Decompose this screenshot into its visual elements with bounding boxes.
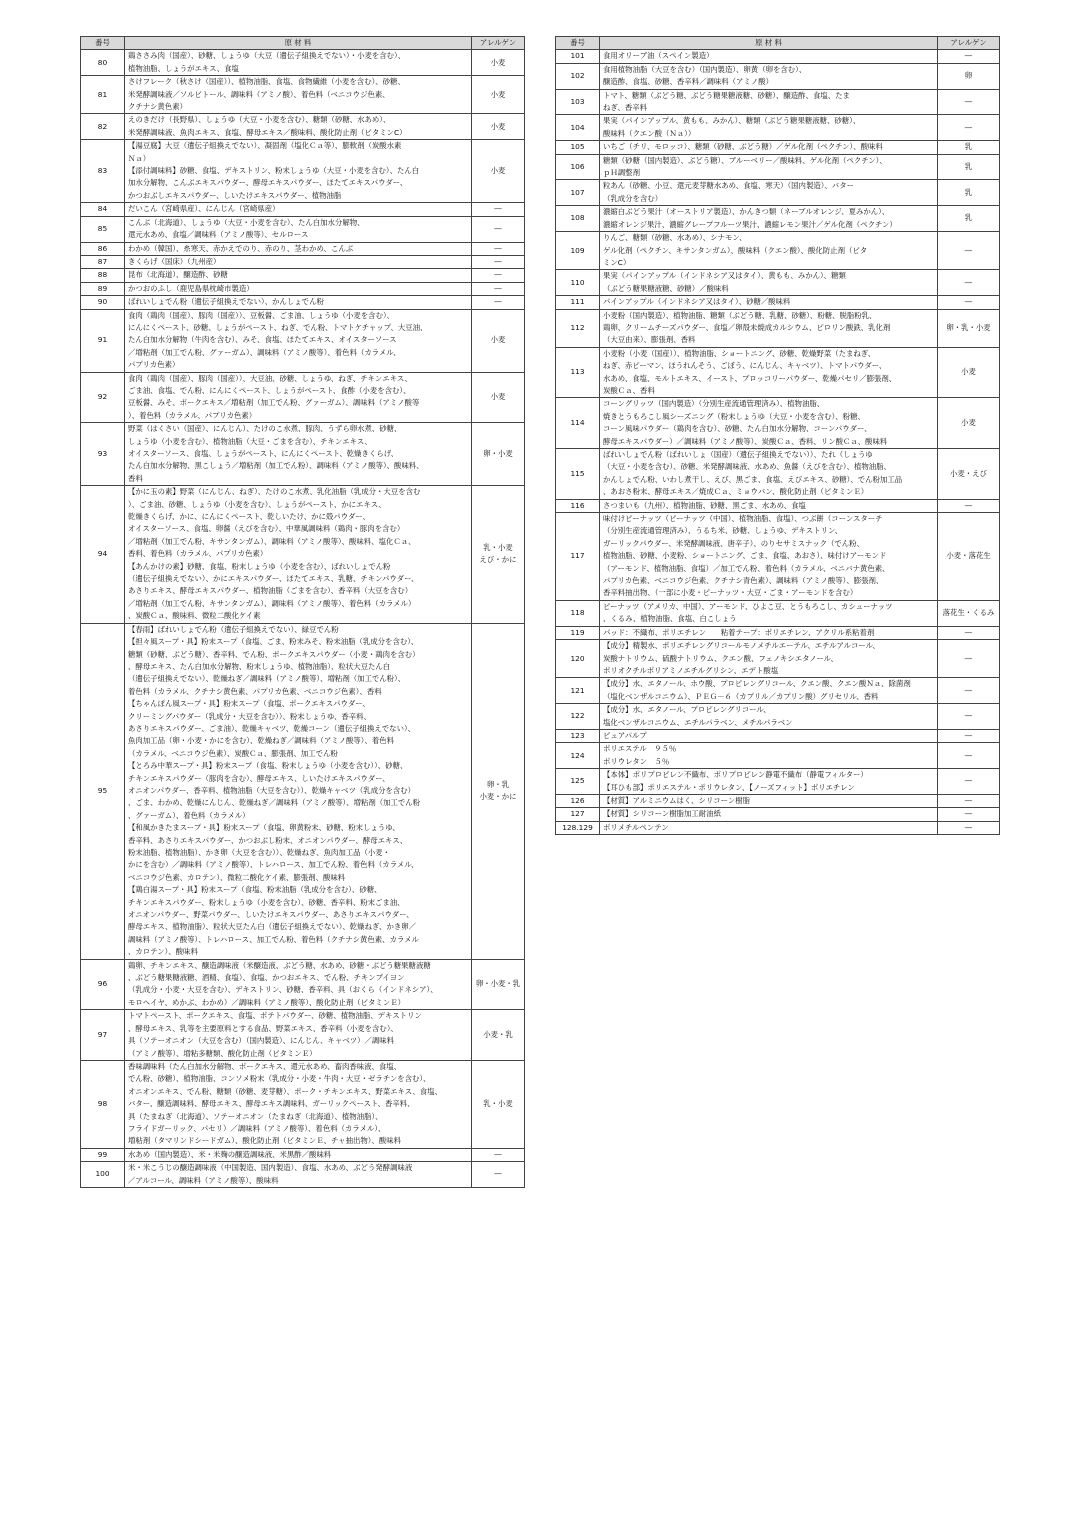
item-materials: パインアップル（インドネシア又はタイ）、砂糖／酸味料 (600, 296, 938, 309)
item-materials: 鶏卵、チキンエキス、醸造調味液（米醸造液、ぶどう糖、水あめ、砂糖・ぶどう糖果糖液糖 、ぶどう糖果糖液糖、酒精、食塩）、食塩、かつおエキス、でん粉、チキンブイヨン （乳成分・小麦・大豆を含む）、デキストリン、砂糖、香辛料、具（おくら（インドネシア）、 モロヘイヤ、めかぶ、わかめ）／調味料（アミノ酸等）、酸化防止剤（ビタミンＥ） (125, 959, 472, 1010)
item-number: 113 (556, 347, 600, 398)
item-materials: りんご、糖類（砂糖、水あめ）、シナモン、 ゲル化剤（ペクチン、キサンタンガム）、酸味料（クエン酸）、酸化防止剤（ビタ ミンC） (600, 232, 938, 270)
item-allergen: ― (938, 626, 1000, 639)
item-materials: 香味調味料（たん白加水分解物、ポークエキス、還元水あめ、畜肉香味液、食塩、 でん粉、砂糖）、植物油脂、コンソメ粉末（乳成分・小麦・牛肉・大豆・ゼラチンを含む）、 オニオンエキス、でん粉、糖類（砂糖、麦芽糖）、ポーク・チキンエキス、野菜エキス、食塩、 バター、醸造調味料、酵母エキス、酵母エキス調味料、ガーリックペースト、香辛料、 具（たまねぎ（北海道）、ソテーオニオン（たまねぎ（北海道）、植物油脂）、 フライドガーリック、パセリ）／調味料（アミノ酸等）、着色料（カラメル）、 増粘剤（タマリンドシードガム）、酸化防止剤（ビタミンＥ、チャ抽出物）、酸味料 (125, 1060, 472, 1148)
item-materials: ピーナッツ（アメリカ、中国）、アーモンド、ひよこ豆、とうもろこし、カシューナッツ 、くるみ、植物油脂、食塩、白こしょう (600, 600, 938, 626)
item-materials: 果実（パインアップル（インドネシア又はタイ）、黄もも、みかん）、糖類 （ぶどう糖果糖液糖、砂糖）／酸味料 (600, 270, 938, 296)
item-materials: ピュアパルプ (600, 729, 938, 742)
item-materials: かつおのふし（鹿児島県枕崎市製造） (125, 282, 472, 295)
item-materials: だいこん（宮崎県産）、にんじん（宮崎県産） (125, 203, 472, 216)
item-number: 83 (81, 140, 125, 203)
item-number: 112 (556, 309, 600, 347)
item-allergen: ― (938, 640, 1000, 678)
item-allergen: ― (938, 296, 1000, 309)
item-allergen: ― (472, 216, 525, 242)
item-allergen: ― (938, 704, 1000, 730)
item-materials: 食肉（鶏肉（国産）、豚肉（国産））、大豆油、砂糖、しょうゆ、ねぎ、チキンエキス、 ごま油、食塩、でん粉、にんにくペースト、しょうがペースト、食酢（小麦を含む）、 豆板醤、みそ、ポークエキス／増粘剤（加工でん粉、グァーガム）、調味料（アミノ酸等 ）、着色料（カラメル、パプリカ色素） (125, 372, 472, 423)
item-number: 108 (556, 206, 600, 232)
item-allergen: ― (472, 242, 525, 255)
item-materials: さけフレーク（秋さけ（国産））、植物油脂、食塩、食物繊維（小麦を含む）、砂糖、 米発酵調味液／ソルビトール、調味料（アミノ酸）、着色料（ベニコウジ色素、 クチナシ黄色素） (125, 76, 472, 114)
item-allergen: 乳 (938, 206, 1000, 232)
table-row (556, 600, 1000, 626)
item-materials: コーングリッツ（国内製造）（分別生産流通管理済み）、植物油脂、 焼きとうもろこし風シーズニング（粉末しょうゆ（大豆・小麦を含む）、粉糖、 コーン風味パウダー（鶏肉を含む）、砂糖、たん白加水分解物、コーンパウダー、 酵母エキスパウダー）／調味料（アミノ酸等）、炭酸Ｃａ、香料、リン酸Ｃａ、酸味料 (600, 398, 938, 449)
table-row (81, 623, 525, 959)
item-allergen: ― (938, 769, 1000, 795)
item-allergen: 小麦 (938, 398, 1000, 449)
item-number: 92 (81, 372, 125, 423)
table-row (556, 769, 1000, 795)
table-row (556, 347, 1000, 398)
item-materials: 濃縮白ぶどう果汁（オーストリア製造）、かんきつ類（ネーブルオレンジ、夏みかん）、 濃縮オレンジ果汁、濃縮グレープフルーツ果汁、濃縮レモン果汁／ゲル化剤（ペクチン） (600, 206, 938, 232)
item-materials: 昆布（北海道）、醸造酢、砂糖 (125, 269, 472, 282)
item-number: 105 (556, 141, 600, 154)
item-materials: 米・米こうじの醸造調味液（中国製造、国内製造）、食塩、水あめ、ぶどう発酵調味液 ／アルコール、調味料（アミノ酸等）、酸味料 (125, 1162, 472, 1188)
item-materials: 果実（パインアップル、黄もも、みかん）、糖類（ぶどう糖果糖液糖、砂糖）、 酸味料（クエン酸（Ｎａ）） (600, 115, 938, 141)
table-row (556, 180, 1000, 206)
table-row (81, 486, 525, 623)
item-number: 107 (556, 180, 600, 206)
item-materials: 【かに玉の素】野菜（にんじん、ねぎ）、たけのこ水煮、乳化油脂（乳成分・大豆を含む ）、ごま油、砂糖、しょうゆ（小麦を含む）、しょうがペースト、かにエキス、 乾燥きくらげ、かに、にんにくペースト、乾しいたけ、かに殻パウダー、 オイスターソース、食塩、卵醤（えびを含む）、中華風調味料（鶏肉・豚肉を含む） ／増粘剤（加工でん粉、キサンタンガム）、調味料（アミノ酸等）、酸味料、塩化Ｃａ、 香料、着色料（カラメル、パプリカ色素） 【あんかけの素】砂糖、食塩、粉末しょうゆ（小麦を含む）、ばれいしょでん粉 （遺伝子組換えでない）、かにエキスパウダー、ほたてエキス、乳糖、チキンパウダー、 あさりエキス、酵母エキスパウダー、植物油脂（ごまを含む）、香辛料（大豆を含む） ／増粘剤（加工でん粉、キサンタンガム）、調味料（アミノ酸等）、着色料（カラメル） 、炭酸Ｃａ、酸味料、微粒二酸化ケイ素 (125, 486, 472, 623)
table-row (556, 115, 1000, 141)
item-number: 118 (556, 600, 600, 626)
item-allergen: 小麦 (472, 140, 525, 203)
item-allergen: 小麦・落花生 (938, 513, 1000, 601)
item-materials: 味付けピーナッツ（ピーナッツ（中国）、植物油脂、食塩）、つぶ餅（コーンスターチ （分別生産流通管理済み）、うるち米、砂糖、しょうゆ、デキストリン、 ガーリックパウダー、米発酵調味液、唐辛子）、のりセサミスナック（でん粉、 植物油脂、砂糖、小麦粉、ショートニング、ごま、食塩、あおさ）、味付けアーモンド （アーモンド、植物油脂、食塩）／加工でん粉、着色料（カラメル、ベニバナ黄色素、 パプリカ色素、ベニコウジ色素、クチナシ青色素）、調味料（アミノ酸等）、膨張剤、 香辛料抽出物、（一部に小麦・ピーナッツ・大豆・ごま・アーモンドを含む） (600, 513, 938, 601)
item-number: 127 (556, 808, 600, 821)
item-allergen: 卵 (938, 63, 1000, 89)
item-allergen: ― (472, 269, 525, 282)
table-row (556, 640, 1000, 678)
table-row (81, 242, 525, 255)
table-row (81, 959, 525, 1010)
item-number: 82 (81, 114, 125, 140)
item-allergen: 乳 (938, 141, 1000, 154)
item-allergen: 小麦 (938, 347, 1000, 398)
item-number: 91 (81, 309, 125, 372)
table-row (556, 794, 1000, 807)
item-materials: ポリメチルペンテン (600, 821, 938, 834)
item-materials: ばれいしょでん粉（ばれいしょ（国産）（遺伝子組換えでない））、たれ（しょうゆ （大豆・小麦を含む）、砂糖、米発酵調味液、水あめ、魚醤（えびを含む）、植物油脂、 かんしょでん粉、いわし煮干し、えび、黒ごま、食塩、えびエキス、砂糖）、でん粉加工品 、あおさ粉末、酵母エキス／焼成Ｃａ、ミョウバン、酸化防止剤（ビタミンＥ） (600, 449, 938, 500)
table-row (81, 1148, 525, 1161)
header-number: 番号 (556, 37, 600, 50)
item-allergen: 卵・乳・小麦 (938, 309, 1000, 347)
item-number: 93 (81, 423, 125, 486)
item-number: 80 (81, 50, 125, 76)
item-allergen: 小麦 (472, 50, 525, 76)
item-allergen: 小麦 (472, 114, 525, 140)
item-allergen: ― (938, 821, 1000, 834)
table-row (556, 729, 1000, 742)
item-number: 102 (556, 63, 600, 89)
table-row (556, 626, 1000, 639)
header-allergen: アレルゲン (938, 37, 1000, 50)
header-number: 番号 (81, 37, 125, 50)
table-row (81, 1162, 525, 1188)
item-number: 99 (81, 1148, 125, 1161)
item-number: 97 (81, 1010, 125, 1061)
item-allergen: ― (938, 678, 1000, 704)
item-number: 98 (81, 1060, 125, 1148)
table-row (81, 50, 525, 76)
item-materials: トマト、糖類（ぶどう糖、ぶどう糖果糖液糖、砂糖）、醸造酢、食塩、たま ねぎ、香辛料 (600, 89, 938, 115)
item-materials: 【春雨】ばれいしょでん粉（遺伝子組換えでない）、緑豆でん粉 【担々風スープ・具】粉末スープ（食塩、ごま、粉末みそ、粉末油脂（乳成分を含む）、 糖類（砂糖、ぶどう糖）、香辛料、でん粉、ポークエキスパウダー（小麦・鶏肉を含む） 、酵母エキス、たん白加水分解物、粉末しょうゆ、植物油脂）、粒状大豆たん白 （遺伝子組換えでない）、乾燥ねぎ／調味料（アミノ酸等）、増粘剤（加工でん粉）、 着色料（カラメル、クチナシ黄色素、パプリカ色素、ベニコウジ色素）、香料 【ちゃんぽん風スープ・具】粉末スープ（食塩、ポークエキスパウダー、 クリーミングパウダー（乳成分・大豆を含む））、粉末しょうゆ、香辛料、 あさりエキスパウダー、ごま油）、乾燥キャベツ、乾燥コーン（遺伝子組換えでない）、 魚肉加工品（卵・小麦・かにを含む）、乾燥ねぎ／調味料（アミノ酸等）、着色料 （カラメル、ベニコウジ色素）、炭酸Ｃａ、膨張剤、加工でん粉 【とろみ中華スープ・具】粉末スープ（食塩、粉末しょうゆ（小麦を含む））、砂糖、 チキンエキスパウダー（豚肉を含む）、酵母エキス、しいたけエキスパウダー、 オニオンパウダー、香辛料、植物油脂（大豆を含む））、乾燥キャベツ（乳成分を含む） 、ごま、わかめ、乾燥にんじん、乾燥ねぎ／調味料（アミノ酸等）、増粘剤（加工でん粉 、グァーガム）、着色料（カラメル） 【和風かきたまスープ・具】粉末スープ（食塩、卵黄粉末、砂糖、粉末しょうゆ、 香辛料、あさりエキスパウダー、かつおぶし粉末、オニオンパウダー、酵母エキス、 粉末油脂、植物油脂）、かき卵（大豆を含む））、乾燥ねぎ、魚肉加工品（小麦・ かにを含む）／調味料（アミノ酸等）、トレハロース、加工でん粉、着色料（カラメル、 ベニコウジ色素、カロテン）、微粒二酸化ケイ素、膨張剤、酸味料 【鶏白湯スープ・具】粉末スープ（食塩、粉末油脂（乳成分を含む）、砂糖、 チキンエキスパウダー、粉末しょうゆ（小麦を含む）、砂糖、香辛料、粉末ごま油、 オニオンパウダー、野菜パウダー、しいたけエキスパウダー、あさりエキスパウダー、 酵母エキス、植物油脂）、粒状大豆たん白（遺伝子組換えでない）、乾燥ねぎ、かき卵／ 調味料（アミノ酸等）、トレハロース、加工でん粉、着色料（クチナシ黄色素、カラメル 、カロテン）、酸味料 (125, 623, 472, 959)
item-allergen: ― (472, 296, 525, 309)
item-allergen: ― (938, 89, 1000, 115)
item-number: 95 (81, 623, 125, 959)
item-number: 125 (556, 769, 600, 795)
item-allergen: ― (938, 50, 1000, 63)
item-allergen: 乳・小麦 えび・かに (472, 486, 525, 623)
item-number: 117 (556, 513, 600, 601)
item-allergen: ― (938, 729, 1000, 742)
item-materials: 粒あん（砂糖、小豆、還元麦芽糖水あめ、食塩、寒天）（国内製造）、バター （乳成分を含む） (600, 180, 938, 206)
table-header-row (81, 37, 525, 50)
item-allergen: ― (938, 794, 1000, 807)
table-row (81, 76, 525, 114)
item-allergen: ― (472, 282, 525, 295)
item-materials: 【成分】水、エタノール、プロピレングリコール、 塩化ベンザルコニウム、エチルパラベン、メチルパラベン (600, 704, 938, 730)
item-materials: ポリエステル ９５％ ポリウレタン ５％ (600, 743, 938, 769)
item-allergen: 小麦 (472, 309, 525, 372)
table-row (556, 704, 1000, 730)
table-row (556, 154, 1000, 180)
item-materials: 【成分】水、エタノール、ホウ酸、プロピレングリコール、クエン酸、クエン酸Ｎａ、除菌剤 （塩化ベンザルコニウム）、ＰＥＧ－６（カプリル／カプリン酸）グリセリル、香料 (600, 678, 938, 704)
item-allergen: 小麦 (472, 372, 525, 423)
item-number: 104 (556, 115, 600, 141)
item-materials: 【材質】アルミニウムはく、シリコーン樹脂 (600, 794, 938, 807)
item-allergen: 乳・小麦 (472, 1060, 525, 1148)
table-row (556, 821, 1000, 834)
item-number: 84 (81, 203, 125, 216)
item-allergen: 小麦・えび (938, 449, 1000, 500)
item-allergen: 落花生・くるみ (938, 600, 1000, 626)
item-number: 88 (81, 269, 125, 282)
table-row (81, 282, 525, 295)
table-row (81, 269, 525, 282)
item-number: 87 (81, 255, 125, 268)
item-number: 103 (556, 89, 600, 115)
item-number: 122 (556, 704, 600, 730)
item-number: 81 (81, 76, 125, 114)
table-row (556, 449, 1000, 500)
item-allergen: ― (472, 255, 525, 268)
item-materials: 小麦粉（国内製造）、植物油脂、糖類（ぶどう糖、乳糖、砂糖）、粉糖、脱脂粉乳、 鶏卵、クリームチーズパウダー、食塩／卵殻未焼成カルシウム、ピロリン酸鉄、乳化剤 （大豆由来）、膨張剤、香料 (600, 309, 938, 347)
item-materials: 【湯豆腐】大豆（遺伝子組換えでない）、凝固剤（塩化Ｃａ等）、膨軟剤（炭酸水素 Ｎａ） 【添付調味料】砂糖、食塩、デキストリン、粉末しょうゆ（大豆・小麦を含む）、たん白 加水分解物、こんぶエキスパウダー、酵母エキスパウダー、ほたてエキスパウダー、 かつおぶしエキスパウダー、しいたけエキスパウダー、植物油脂 (125, 140, 472, 203)
table-header-row (556, 37, 1000, 50)
item-number: 101 (556, 50, 600, 63)
table-row (556, 270, 1000, 296)
item-allergen: ― (938, 499, 1000, 512)
item-number: 128.129 (556, 821, 600, 834)
item-number: 109 (556, 232, 600, 270)
item-materials: 【材質】シリコーン樹脂加工耐油紙 (600, 808, 938, 821)
item-materials: 食肉（鶏肉（国産）、豚肉（国産））、豆板醤、ごま油、しょうゆ（小麦を含む）、 にんにくペースト、砂糖、しょうがペースト、ねぎ、でん粉、トマトケチャップ、大豆油、 たん白加水分解物（牛肉を含む）、みそ、食塩、ほたてエキス、オイスターソース ／増粘剤（加工でん粉、グァーガム）、調味料（アミノ酸等）、着色料（カラメル、 パプリカ色素） (125, 309, 472, 372)
table-row (556, 309, 1000, 347)
item-allergen: ― (472, 1148, 525, 1161)
table-row (81, 372, 525, 423)
item-number: 121 (556, 678, 600, 704)
item-allergen: ― (472, 1162, 525, 1188)
item-number: 115 (556, 449, 600, 500)
item-number: 110 (556, 270, 600, 296)
table-row (556, 678, 1000, 704)
table-row (81, 140, 525, 203)
item-allergen: 乳 (938, 154, 1000, 180)
item-allergen: ― (938, 808, 1000, 821)
item-allergen: 小麦・乳 (472, 1010, 525, 1061)
item-allergen: 小麦 (472, 76, 525, 114)
table-row (556, 398, 1000, 449)
table-row (556, 63, 1000, 89)
ingredients-table-left (80, 36, 525, 1188)
item-materials: 小麦粉（小麦（国産））、植物油脂、ショートニング、砂糖、乾燥野菜（たまねぎ、 ねぎ、赤ピーマン、ほうれんそう、ごぼう、にんじん、キャベツ）、トマトパウダー、 水あめ、食塩、モルトエキス、イースト、ブロッコリーパウダー、乾燥パセリ／膨張剤、 炭酸Ｃａ、香料 (600, 347, 938, 398)
table-row (556, 499, 1000, 512)
table-row (556, 206, 1000, 232)
item-number: 116 (556, 499, 600, 512)
table-row (81, 216, 525, 242)
table-row (81, 296, 525, 309)
item-allergen: 卵・乳 小麦・かに (472, 623, 525, 959)
item-allergen: ― (472, 203, 525, 216)
item-number: 126 (556, 794, 600, 807)
item-number: 85 (81, 216, 125, 242)
item-materials: 【成分】精製水、ポリエチレングリコールモノメチルエーテル、エチルアルコール、 炭酸ナトリウム、硫酸ナトリウム、クエン酸、フェノキシエタノール、 ポリオクチルポリアミノエチルグリシン、エデト酸塩 (600, 640, 938, 678)
item-materials: ばれいしょでん粉（遺伝子組換えでない）、かんしょでん粉 (125, 296, 472, 309)
item-materials: トマトペースト、ポークエキス、食塩、ポテトパウダー、砂糖、植物油脂、デキストリン 、酵母エキス、乳等を主要原料とする食品、野菜エキス、香辛料（小麦を含む）、 具（ソテーオニオン（大豆を含む）（国内製造）、にんじん、キャベツ）／調味料 （アミノ酸等）、増粘多糖類、酸化防止剤（ビタミンＥ） (125, 1010, 472, 1061)
ingredients-table-right (555, 36, 1000, 835)
item-materials: 野菜（はくさい（国産）、にんじん）、たけのこ水煮、豚肉、うずら卵水煮、砂糖、 しょうゆ（小麦を含む）、植物油脂（大豆・ごまを含む）、チキンエキス、 オイスターソース、食塩、しょうがペースト、にんにくペースト、乾燥きくらげ、 たん白加水分解物、黒こしょう／増粘剤（加工でん粉）、調味料（アミノ酸等）、酸味料、 香料 (125, 423, 472, 486)
table-row (81, 255, 525, 268)
table-row (556, 89, 1000, 115)
header-allergen: アレルゲン (472, 37, 525, 50)
item-number: 123 (556, 729, 600, 742)
table-row (81, 114, 525, 140)
item-materials: えのきだけ（長野県）、しょうゆ（大豆・小麦を含む）、糖類（砂糖、水あめ）、 米発酵調味液、魚肉エキス、食塩、酵母エキス／酸味料、酸化防止剤（ビタミンC） (125, 114, 472, 140)
table-row (556, 232, 1000, 270)
table-row (81, 309, 525, 372)
table-row (81, 1060, 525, 1148)
item-materials: 食用植物油脂（大豆を含む）（国内製造）、卵黄（卵を含む）、 醸造酢、食塩、砂糖、香辛料／調味料（アミノ酸） (600, 63, 938, 89)
item-materials: こんぶ（北海道）、しょうゆ（大豆・小麦を含む）、たん白加水分解物、 還元水あめ、食塩／調味料（アミノ酸等）、セルロース (125, 216, 472, 242)
item-number: 119 (556, 626, 600, 639)
item-allergen: 卵・小麦 (472, 423, 525, 486)
table-row (556, 808, 1000, 821)
item-number: 114 (556, 398, 600, 449)
header-material: 原 材 料 (125, 37, 472, 50)
item-materials: 鶏ささみ肉（国産）、砂糖、しょうゆ（大豆（遺伝子組換えでない）・小麦を含む）、 植物油脂、しょうがエキス、食塩 (125, 50, 472, 76)
item-allergen: ― (938, 232, 1000, 270)
item-allergen: 卵・小麦・乳 (472, 959, 525, 1010)
table-row (81, 423, 525, 486)
item-number: 106 (556, 154, 600, 180)
item-number: 96 (81, 959, 125, 1010)
item-materials: 食用オリーブ油（スペイン製造） (600, 50, 938, 63)
item-number: 111 (556, 296, 600, 309)
item-number: 100 (81, 1162, 125, 1188)
table-row (556, 296, 1000, 309)
item-materials: パッド：不織布、ポリエチレン 粘着テープ：ポリエチレン、アクリル系粘着剤 (600, 626, 938, 639)
item-allergen: ― (938, 743, 1000, 769)
table-row (556, 141, 1000, 154)
item-allergen: 乳 (938, 180, 1000, 206)
item-number: 89 (81, 282, 125, 295)
item-allergen: ― (938, 115, 1000, 141)
item-allergen: ― (938, 270, 1000, 296)
item-number: 94 (81, 486, 125, 623)
header-material: 原 材 料 (600, 37, 938, 50)
item-materials: わかめ（韓国）、糸寒天、赤かえでのり、赤のり、茎わかめ、こんぶ (125, 242, 472, 255)
item-materials: きくらげ（国床）（九州産） (125, 255, 472, 268)
item-number: 124 (556, 743, 600, 769)
table-row (556, 513, 1000, 601)
item-materials: いちご（チリ、モロッコ）、糖類（砂糖、ぶどう糖）／ゲル化剤（ペクチン）、酸味料 (600, 141, 938, 154)
item-number: 120 (556, 640, 600, 678)
table-row (81, 203, 525, 216)
table-body-left (81, 50, 525, 1188)
item-number: 86 (81, 242, 125, 255)
item-number: 90 (81, 296, 125, 309)
item-materials: 水あめ（国内製造）、米・米麹の醸造調味液、米黒酢／酸味料 (125, 1148, 472, 1161)
table-row (81, 1010, 525, 1061)
table-body-right (556, 50, 1000, 835)
item-materials: さつまいも（九州）、植物油脂、砂糖、黒ごま、水あめ、食塩 (600, 499, 938, 512)
item-materials: 【本体】ポリプロピレン不織布、ポリプロピレン静電不織布（静電フィルター） 【耳ひも部】ポリエステル・ポリウレタン、【ノーズフィット】ポリエチレン (600, 769, 938, 795)
table-row (556, 50, 1000, 63)
item-materials: 糖類（砂糖（国内製造）、ぶどう糖）、ブルーベリー／酸味料、ゲル化剤（ペクチン）、 ｐＨ調整剤 (600, 154, 938, 180)
table-row (556, 743, 1000, 769)
